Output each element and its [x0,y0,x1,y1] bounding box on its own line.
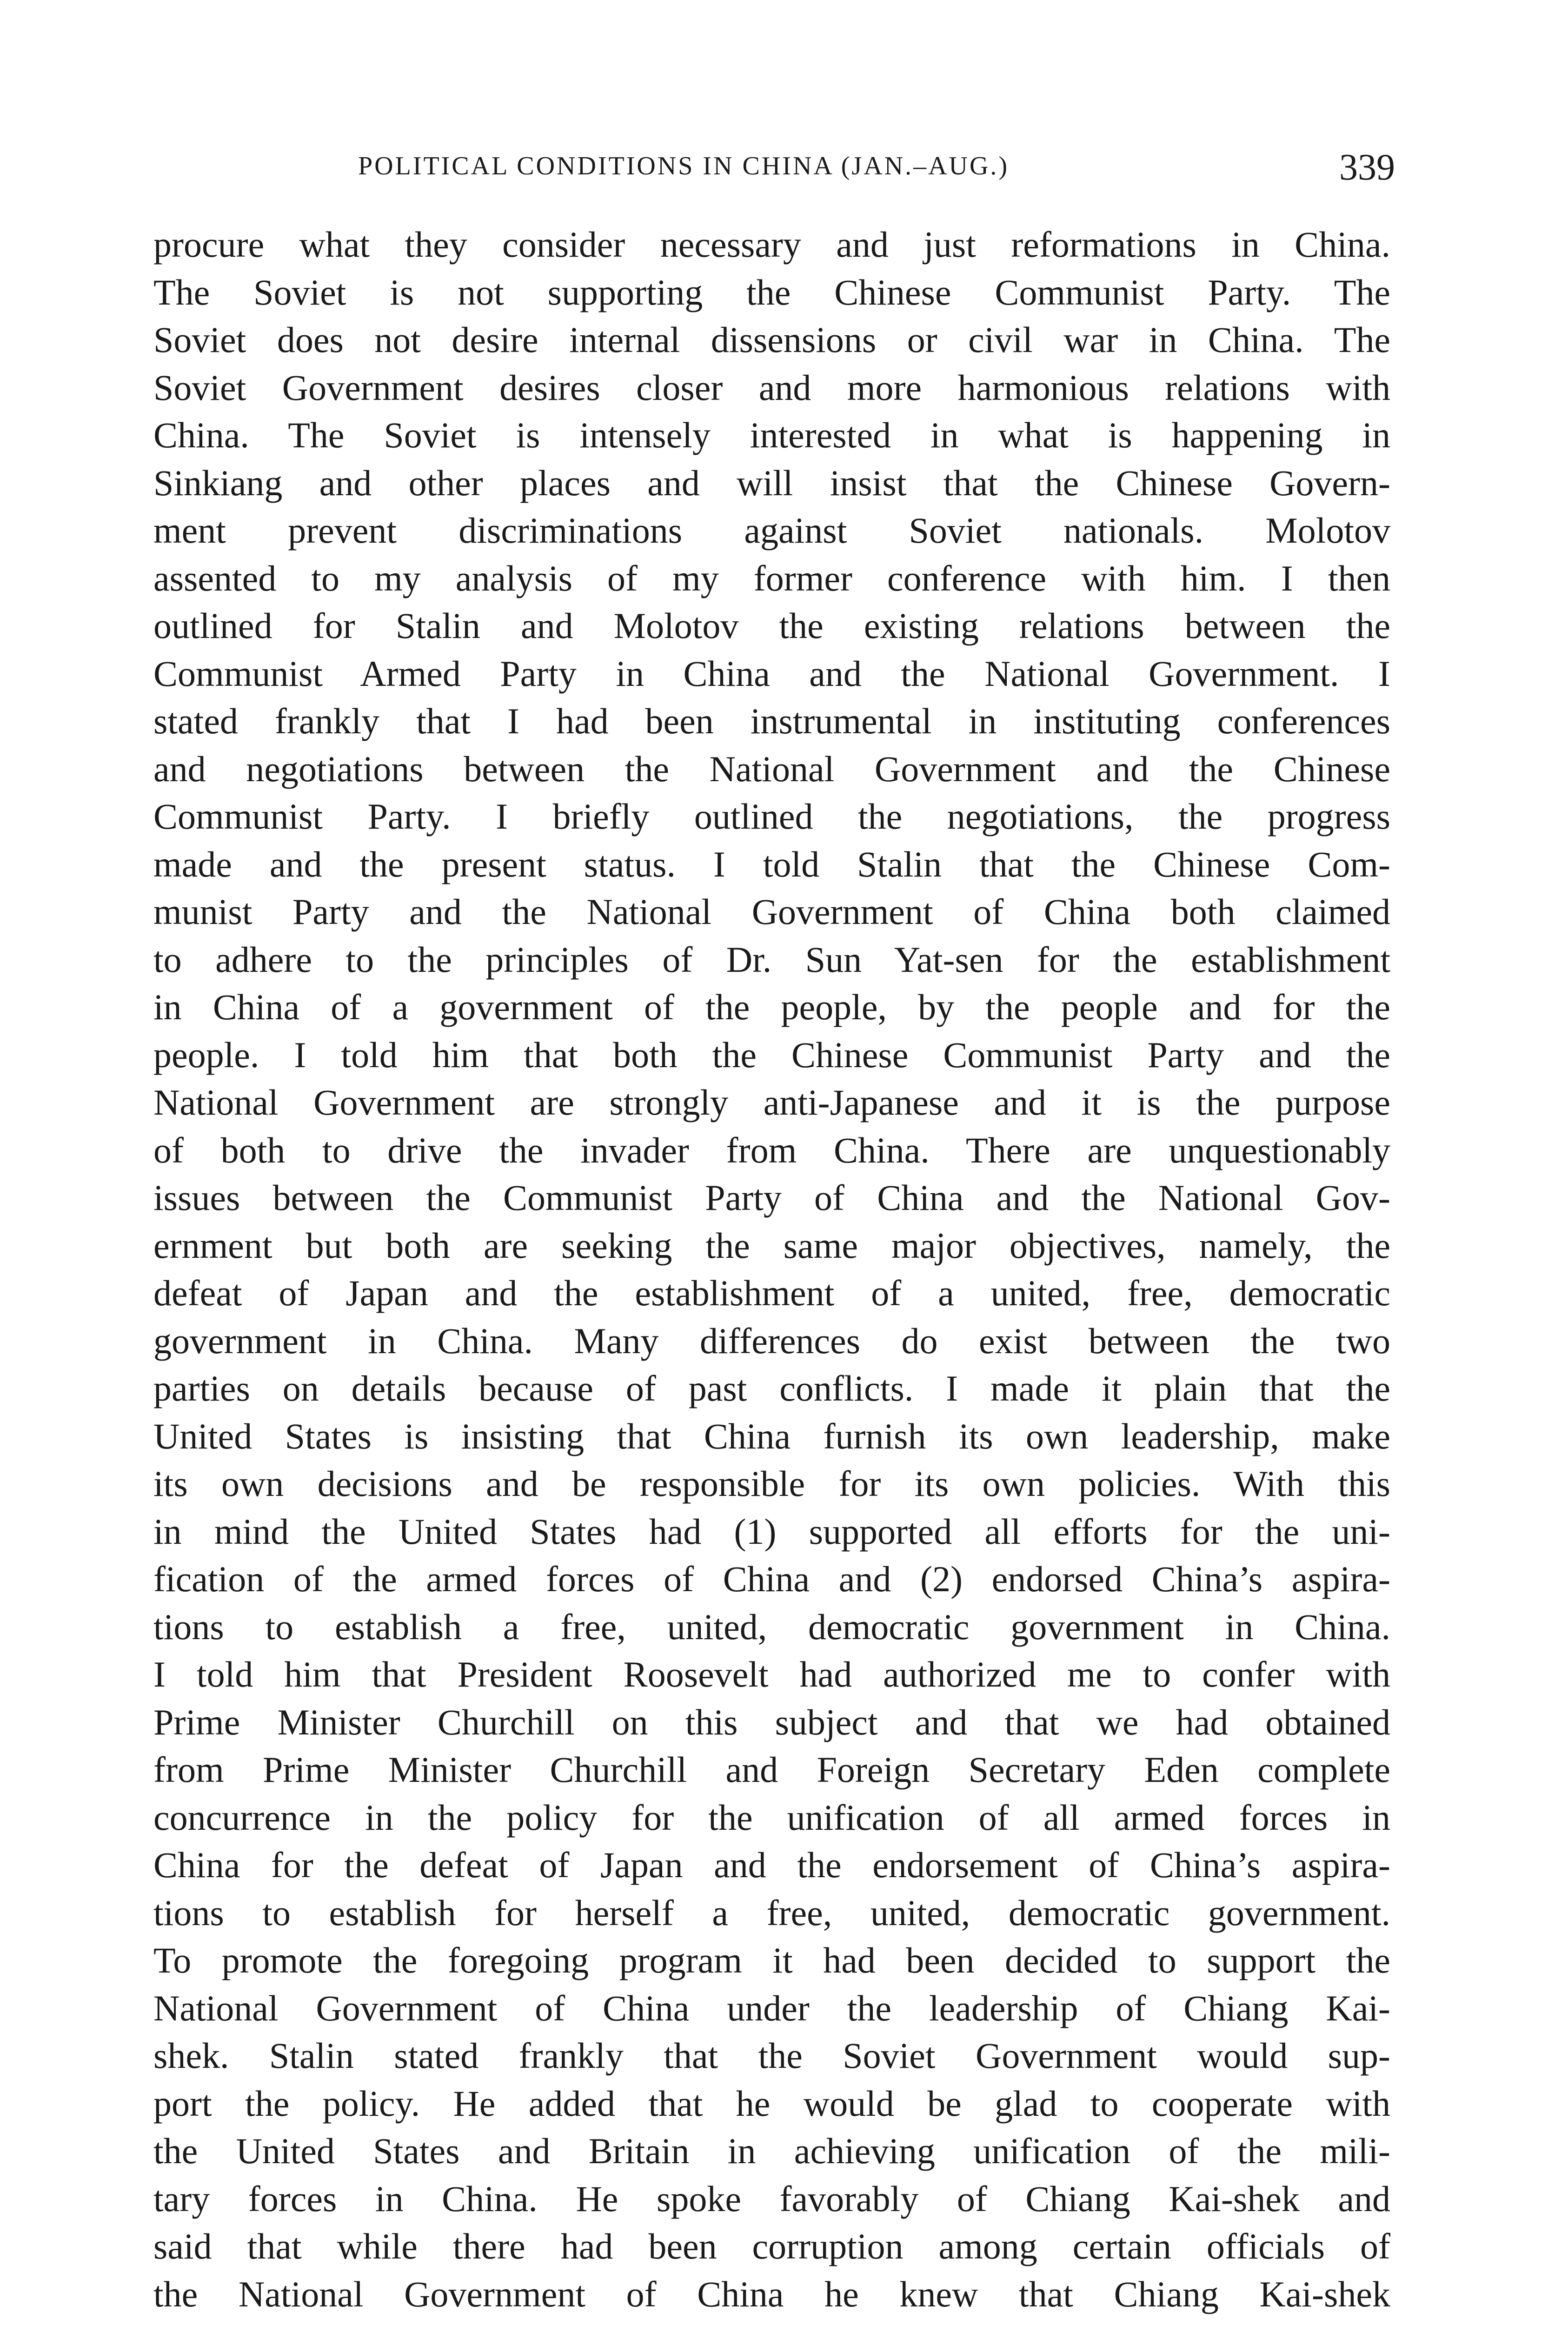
text-line: the National Government of China he knew that Chiang Kai-shek [153,2273,1390,2314]
text-line: outlined for Stalin and Molotov the existing relations between the [153,605,1390,646]
text-line: concurrence in the policy for the unification of all armed forces in [153,1797,1390,1838]
text-line: Soviet does not desire internal dissensions or civil war in China. The [153,319,1390,360]
running-head [153,146,1395,193]
text-line: China. The Soviet is intensely interested in what is happening in [153,415,1390,455]
text-line: ernment but both are seeking the same major objectives, namely, the [153,1225,1390,1266]
text-line: shek. Stalin stated frankly that the Soviet Government would sup- [153,2035,1390,2076]
text-line: government in China. Many differences do exist between the two [153,1320,1390,1361]
text-line: National Government of China under the leadership of Chiang Kai- [153,1987,1390,2028]
text-line: people. I told him that both the Chinese Communist Party and the [153,1034,1390,1075]
text-line: port the policy. He added that he would be glad to cooperate with [153,2083,1390,2124]
text-line: assented to my analysis of my former conference with him. I then [153,558,1390,598]
running-title: POLITICAL CONDITIONS IN CHINA (JAN.–AUG.) [358,152,1010,180]
text-line: stated frankly that I had been instrumental in instituting conferences [153,701,1390,741]
text-line: its own decisions and be responsible for its own policies. With this [153,1463,1390,1504]
page-number: 339 [1339,147,1395,188]
text-line: United States is insisting that China furnish its own leadership, make [153,1415,1390,1456]
text-line: issues between the Communist Party of China and the National Gov- [153,1177,1390,1218]
text-line: in China of a government of the people, by the people and for the [153,987,1390,1027]
text-line: Communist Armed Party in China and the National Government. I [153,653,1390,694]
text-line: munist Party and the National Government of China both claimed [153,891,1390,932]
text-line: I told him that President Roosevelt had authorized me to confer with [153,1654,1390,1694]
text-line: defeat of Japan and the establishment of a united, free, democratic [153,1273,1390,1313]
text-line: The Soviet is not supporting the Chinese Communist Party. The [153,272,1390,312]
text-line: and negotiations between the National Government and the Chinese [153,748,1390,789]
text-line: said that while there had been corruption among certain officials of [153,2226,1390,2266]
text-line: China for the defeat of Japan and the endorsement of China’s aspira- [153,1845,1390,1885]
text-line: Prime Minister Churchill on this subject and that we had obtained [153,1701,1390,1742]
text-line: fication of the armed forces of China and (2) endorsed China’s aspira- [153,1559,1390,1599]
text-line: Sinkiang and other places and will insist that the Chinese Govern- [153,462,1390,503]
text-line: tions to establish for herself a free, united, democratic government. [153,1892,1390,1933]
text-line: parties on details because of past conflicts. I made it plain that the [153,1368,1390,1408]
text-line: Soviet Government desires closer and more harmonious relations with [153,367,1390,408]
text-line: tions to establish a free, united, democratic government in China. [153,1606,1390,1647]
text-line: To promote the foregoing program it had been decided to support the [153,1940,1390,1980]
text-line: tary forces in China. He spoke favorably of Chiang Kai-shek and [153,2178,1390,2219]
text-line: the United States and Britain in achieving unification of the mili- [153,2131,1390,2171]
text-line: National Government are strongly anti-Japanese and it is the purpose [153,1082,1390,1123]
text-line: to adhere to the principles of Dr. Sun Yat-sen for the establishment [153,939,1390,980]
text-line: of both to drive the invader from China. There are unquestionably [153,1129,1390,1170]
text-line: Communist Party. I briefly outlined the negotiations, the progress [153,796,1390,837]
text-line: in mind the United States had (1) supported all efforts for the uni- [153,1511,1390,1552]
body-text [153,221,1390,2318]
text-line: made and the present status. I told Stalin that the Chinese Com- [153,844,1390,884]
text-line: procure what they consider necessary and just reformations in China. [153,224,1390,265]
text-line: from Prime Minister Churchill and Foreign Secretary Eden complete [153,1749,1390,1790]
text-line: ment prevent discriminations against Soviet nationals. Molotov [153,510,1390,551]
